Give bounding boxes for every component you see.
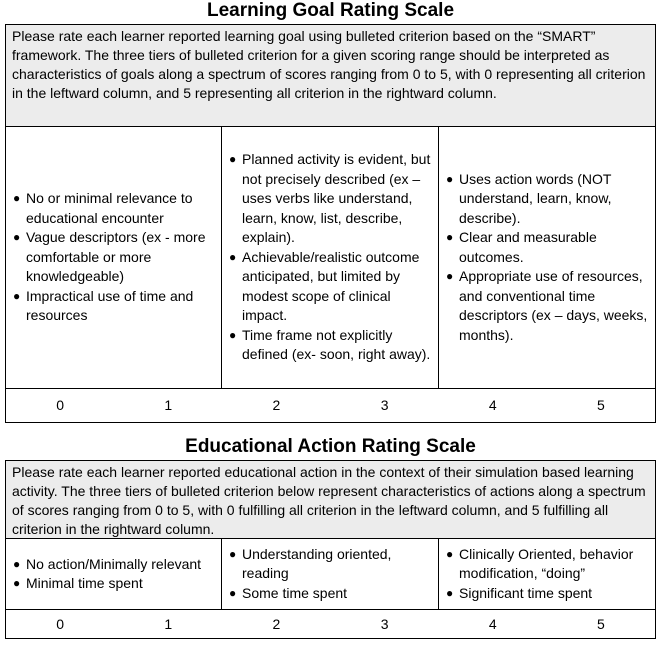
list-item: [12, 574, 201, 594]
criterion-text: Understanding oriented, reading: [242, 545, 392, 582]
list-item: [228, 248, 434, 326]
learning-goal-column-high: [438, 127, 655, 388]
bullet-icon: ●: [446, 230, 454, 245]
criterion-text: Significant time spent: [459, 584, 593, 601]
criteria-list: [228, 150, 434, 365]
bullet-icon: ●: [446, 546, 454, 561]
learning-goal-column-mid: [221, 127, 438, 388]
bullet-icon: ●: [229, 249, 237, 264]
educational-action-table: [5, 460, 656, 639]
bullet-icon: ●: [229, 152, 237, 167]
bullet-icon: ●: [446, 269, 454, 284]
bullet-icon: ●: [229, 546, 237, 561]
list-item: [445, 267, 651, 345]
list-item: [445, 545, 651, 584]
criteria-list: [228, 545, 434, 604]
score-label-3: 3: [380, 397, 389, 413]
educational-action-score-row: [6, 610, 655, 638]
criteria-list: [12, 555, 201, 594]
educational-action-column-high: [438, 539, 655, 609]
learning-goal-column-low: [6, 127, 221, 388]
list-item: [445, 170, 651, 229]
list-item: [12, 287, 217, 326]
list-item: [228, 545, 434, 584]
bullet-icon: ●: [229, 585, 237, 600]
criterion-text: Time frame not explicitly defined (ex- soon, right away).: [242, 326, 431, 363]
list-item: [445, 228, 651, 267]
educational-action-criteria-row: [6, 539, 655, 610]
educational-action-instructions: Please rate each learner reported educational action in the context of their simulation based learning activity. The three tiers of bulleted criterion below represent characteristics of actions along a spectrum of scores ranging from 0 to 5, with 0 fulfilling all criterion in the leftward column, and 5 fulfilling all criterion in the rightward column.: [6, 461, 655, 539]
score-label-0: 0: [56, 616, 64, 632]
bullet-icon: ●: [13, 288, 21, 303]
criteria-list: [445, 545, 651, 604]
criterion-text: Vague descriptors (ex - more comfortable or more knowledgeable): [26, 229, 206, 285]
criterion-text: Clinically Oriented, behavior modification, “doing”: [459, 545, 634, 582]
list-item: [12, 189, 217, 228]
score-label-5: 5: [597, 616, 605, 632]
criterion-text: Uses action words (NOT understand, learn, know, describe).: [459, 170, 612, 226]
list-item: [445, 584, 651, 604]
educational-action-column-low: [6, 539, 221, 609]
score-label-2: 2: [272, 397, 281, 413]
criterion-text: Some time spent: [242, 584, 348, 601]
criterion-text: Impractical use of time and resources: [26, 287, 194, 324]
educational-action-column-mid: [221, 539, 438, 609]
learning-goal-title: Learning Goal Rating Scale: [206, 0, 455, 21]
criteria-list: [12, 189, 217, 326]
learning-goal-score-row: [6, 389, 655, 421]
learning-goal-instructions: Please rate each learner reported learning goal using bulleted criterion based on the “SMART” framework. The three tiers of bulleted criterion for a given scoring range should be interpreted as characteristics of goals along a spectrum of scores ranging from 0 to 5, with 0 representing all criterion in the leftward column, and 5 representing all criterion in the rightward column.: [6, 25, 655, 127]
list-item: [228, 584, 434, 604]
criterion-text: Minimal time spent: [26, 575, 143, 591]
bullet-icon: ●: [13, 230, 21, 245]
bullet-icon: ●: [446, 585, 454, 600]
score-label-4: 4: [488, 397, 497, 413]
score-label-1: 1: [164, 397, 173, 413]
bullet-icon: ●: [13, 576, 21, 590]
bullet-icon: ●: [13, 191, 21, 206]
criterion-text: Planned activity is evident, but not precisely described (ex – uses verbs like understand, learn, know, list, describe, explain).: [242, 151, 431, 246]
list-item: [228, 326, 434, 365]
educational-action-title: Educational Action Rating Scale: [185, 436, 476, 457]
criterion-text: No or minimal relevance to educational encounter: [26, 190, 193, 226]
score-label-1: 1: [164, 616, 173, 632]
learning-goal-table: [5, 24, 656, 423]
score-label-4: 4: [488, 616, 497, 632]
bullet-icon: ●: [229, 327, 237, 342]
bullet-icon: ●: [446, 171, 454, 186]
criterion-text: No action/Minimally relevant: [26, 555, 202, 572]
list-item: [12, 555, 201, 575]
list-item: [228, 150, 434, 248]
criteria-list: [445, 170, 651, 346]
score-label-5: 5: [597, 397, 605, 413]
bullet-icon: ●: [13, 556, 21, 571]
criterion-text: Appropriate use of resources, and conventional time descriptors (ex – days, weeks, months).: [459, 268, 648, 343]
score-label-0: 0: [56, 397, 64, 413]
criterion-text: Achievable/realistic outcome anticipated, but limited by modest scope of clinical impact.: [242, 248, 420, 324]
score-label-3: 3: [380, 616, 389, 632]
learning-goal-criteria-row: [6, 127, 655, 389]
score-label-2: 2: [272, 616, 281, 632]
criterion-text: Clear and measurable outcomes.: [459, 229, 597, 265]
list-item: [12, 228, 217, 287]
